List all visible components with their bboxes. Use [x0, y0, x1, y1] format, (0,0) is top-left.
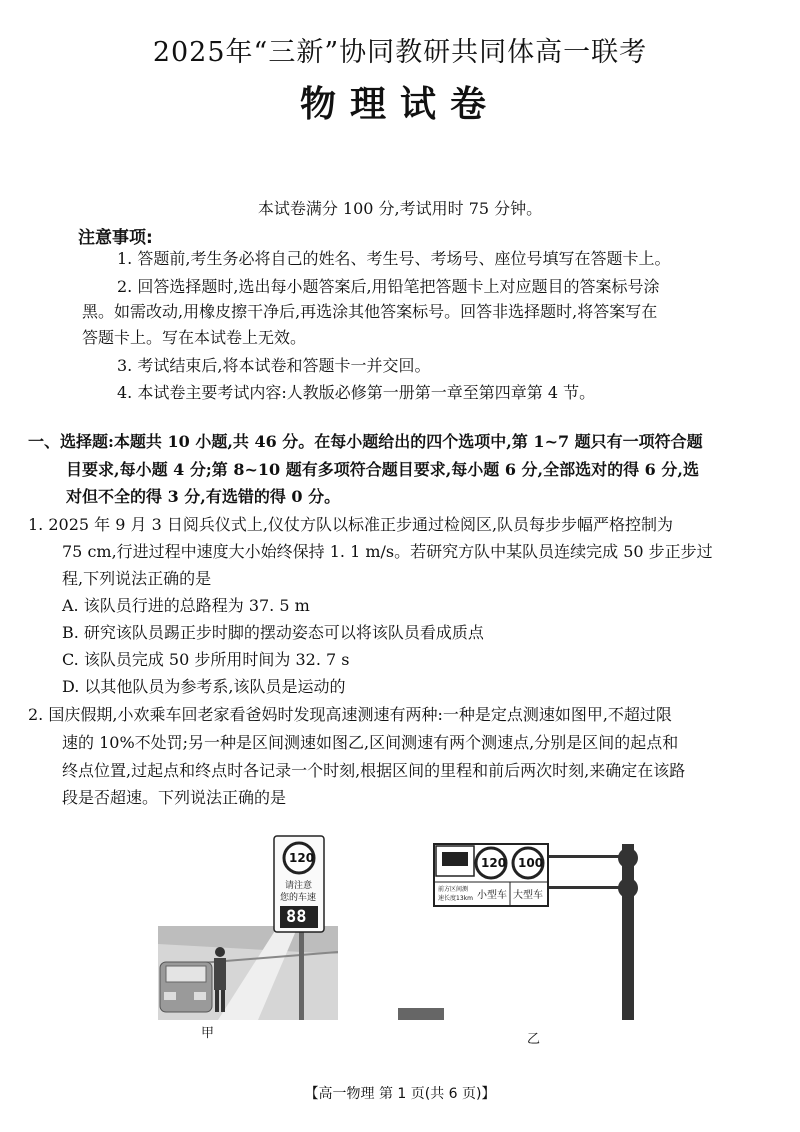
figure-yi [398, 838, 648, 1020]
q2-stem-4: 段是否超速。下列说法正确的是 [62, 788, 287, 807]
figure-yi-caption: 乙 [527, 1032, 541, 1047]
jia-speed-display: 88 [286, 907, 307, 927]
section-header-line-2: 目要求,每小题 4 分;第 8~10 题有多项符合题目要求,每小题 6 分,全部选对的得 6 分,选 [66, 460, 699, 479]
yi-board-text-1: 前方区间测 [438, 886, 469, 893]
notice-heading: 注意事项: [78, 228, 153, 248]
yi-label-large: 大型车 [513, 890, 543, 901]
q1-option-a: A. 该队员行进的总路程为 37. 5 m [62, 596, 310, 615]
notice-item-4: 4. 本试卷主要考试内容:人教版必修第一册第一章至第四章第 4 节。 [117, 383, 596, 402]
notice-item-2: 2. 回答选择题时,选出每小题答案后,用铅笔把答题卡上对应题目的答案标号涂 [117, 277, 660, 296]
q2-stem-3: 终点位置,过起点和终点时各记录一个时刻,根据区间的里程和前后两次时刻,来确定在该路 [62, 761, 686, 780]
notice-item-3: 3. 考试结束后,将本试卷和答题卡一并交回。 [117, 356, 431, 375]
yi-speed-small: 120 [481, 856, 507, 870]
jia-sign-text-1: 请注意 [285, 881, 313, 891]
q1-option-d: D. 以其他队员为参考系,该队员是运动的 [62, 677, 346, 696]
page-footer: 【高一物理 第 1 页(共 6 页)】 [304, 1086, 496, 1102]
q1-stem-2: 75 cm,行进过程中速度大小始终保持 1. 1 m/s。若研究方队中某队员连续完成 50 步正步过 [62, 542, 713, 561]
jia-speed-limit: 120 [289, 851, 315, 865]
section-header-line-3: 对但不全的得 3 分,有选错的得 0 分。 [66, 487, 341, 506]
subject-title: 物理试卷 [299, 83, 500, 125]
jia-sign-text-2: 您的车速 [280, 893, 317, 903]
exam-title: 2025年“三新”协同教研共同体高一联考 [152, 37, 648, 68]
figure-jia [158, 834, 338, 1020]
section-header-line-1: 一、选择题:本题共 10 小题,共 46 分。在每小题给出的四个选项中,第 1~7 题只有一项符合题 [28, 432, 703, 451]
yi-label-small: 小型车 [477, 890, 507, 901]
figure-jia-caption: 甲 [201, 1026, 215, 1041]
notice-item-2-cont2: 答题卡上。写在本试卷上无效。 [82, 328, 307, 347]
q1-option-c: C. 该队员完成 50 步所用时间为 32. 7 s [62, 650, 350, 669]
yi-board-text-2: 速长度13km [438, 895, 473, 902]
q1-stem-1: 1. 2025 年 9 月 3 日阅兵仪式上,仪仗方队以标准正步通过检阅区,队员每步步幅严格控制为 [28, 515, 674, 534]
q2-stem-2: 速的 10%不处罚;另一种是区间测速如图乙,区间测速有两个测速点,分别是区间的起点和 [62, 733, 679, 752]
yi-speed-large: 100 [518, 856, 544, 870]
notice-item-1: 1. 答题前,考生务必将自己的姓名、考生号、考场号、座位号填写在答题卡上。 [117, 249, 671, 268]
exam-intro: 本试卷满分 100 分,考试用时 75 分钟。 [257, 199, 543, 218]
q1-option-b: B. 研究该队员踢正步时脚的摆动姿态可以将该队员看成质点 [62, 623, 484, 642]
q2-stem-1: 2. 国庆假期,小欢乘车回老家看爸妈时发现高速测速有两种:一种是定点测速如图甲,不超过限 [28, 705, 672, 724]
q1-stem-3: 程,下列说法正确的是 [62, 569, 212, 588]
notice-item-2-cont: 黑。如需改动,用橡皮擦干净后,再选涂其他答案标号。回答非选择题时,将答案写在 [82, 302, 658, 321]
